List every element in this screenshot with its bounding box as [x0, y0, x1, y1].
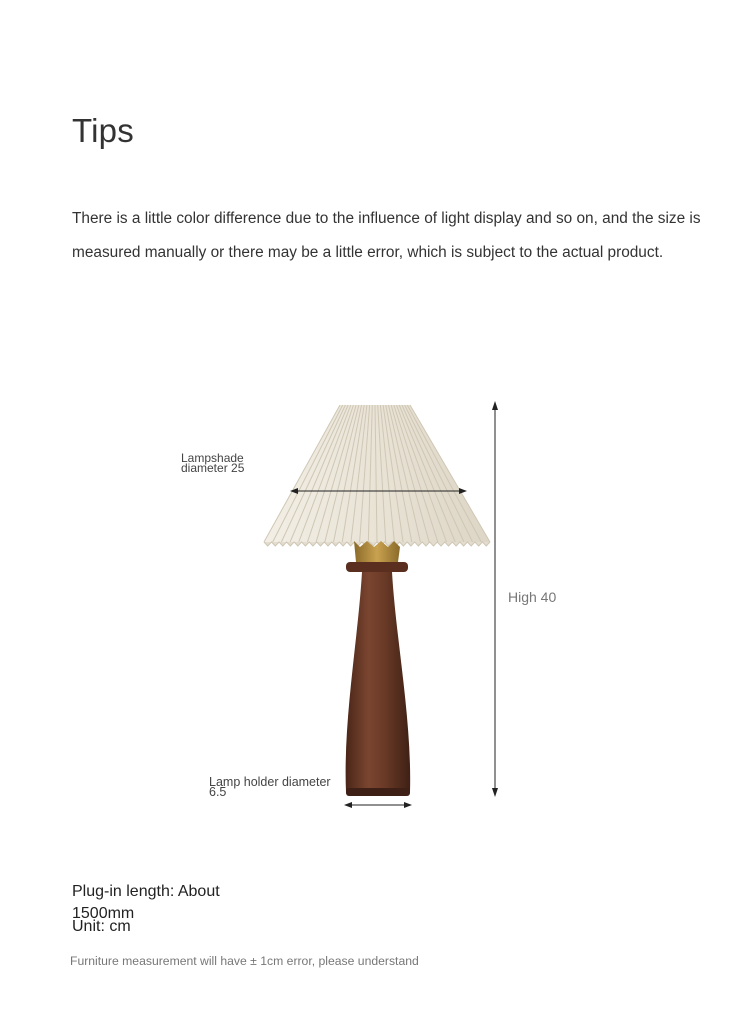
shade-label-line2: diameter 25 — [181, 461, 245, 475]
lamp-dimension-diagram — [0, 380, 750, 830]
tips-paragraph: There is a little color difference due to the influence of light display and so on, and the size is measured manually or there may be a little error, which is subject to the actual product. — [72, 210, 701, 261]
holder-label-line1: Lamp holder diameter — [209, 775, 331, 789]
unit-text: Unit: cm — [72, 918, 131, 935]
page-title: Tips — [72, 112, 134, 149]
lampshade — [264, 405, 490, 546]
holder-diameter-label — [209, 777, 331, 797]
holder-label-line2: 6.5 — [209, 785, 227, 799]
height-label: High 40 — [508, 589, 557, 605]
plug-length-text: Plug-in length: About 1500mm — [72, 883, 220, 922]
holder-diameter-arrow — [344, 802, 412, 808]
shade-label-line1: Lampshade — [181, 451, 244, 465]
measurement-footnote: Furniture measurement will have ± 1cm error, please understand — [70, 954, 419, 968]
brass-socket — [354, 541, 400, 562]
height-arrow — [492, 401, 498, 797]
shade-diameter-label — [181, 453, 244, 473]
wooden-lamp-base — [346, 562, 411, 796]
